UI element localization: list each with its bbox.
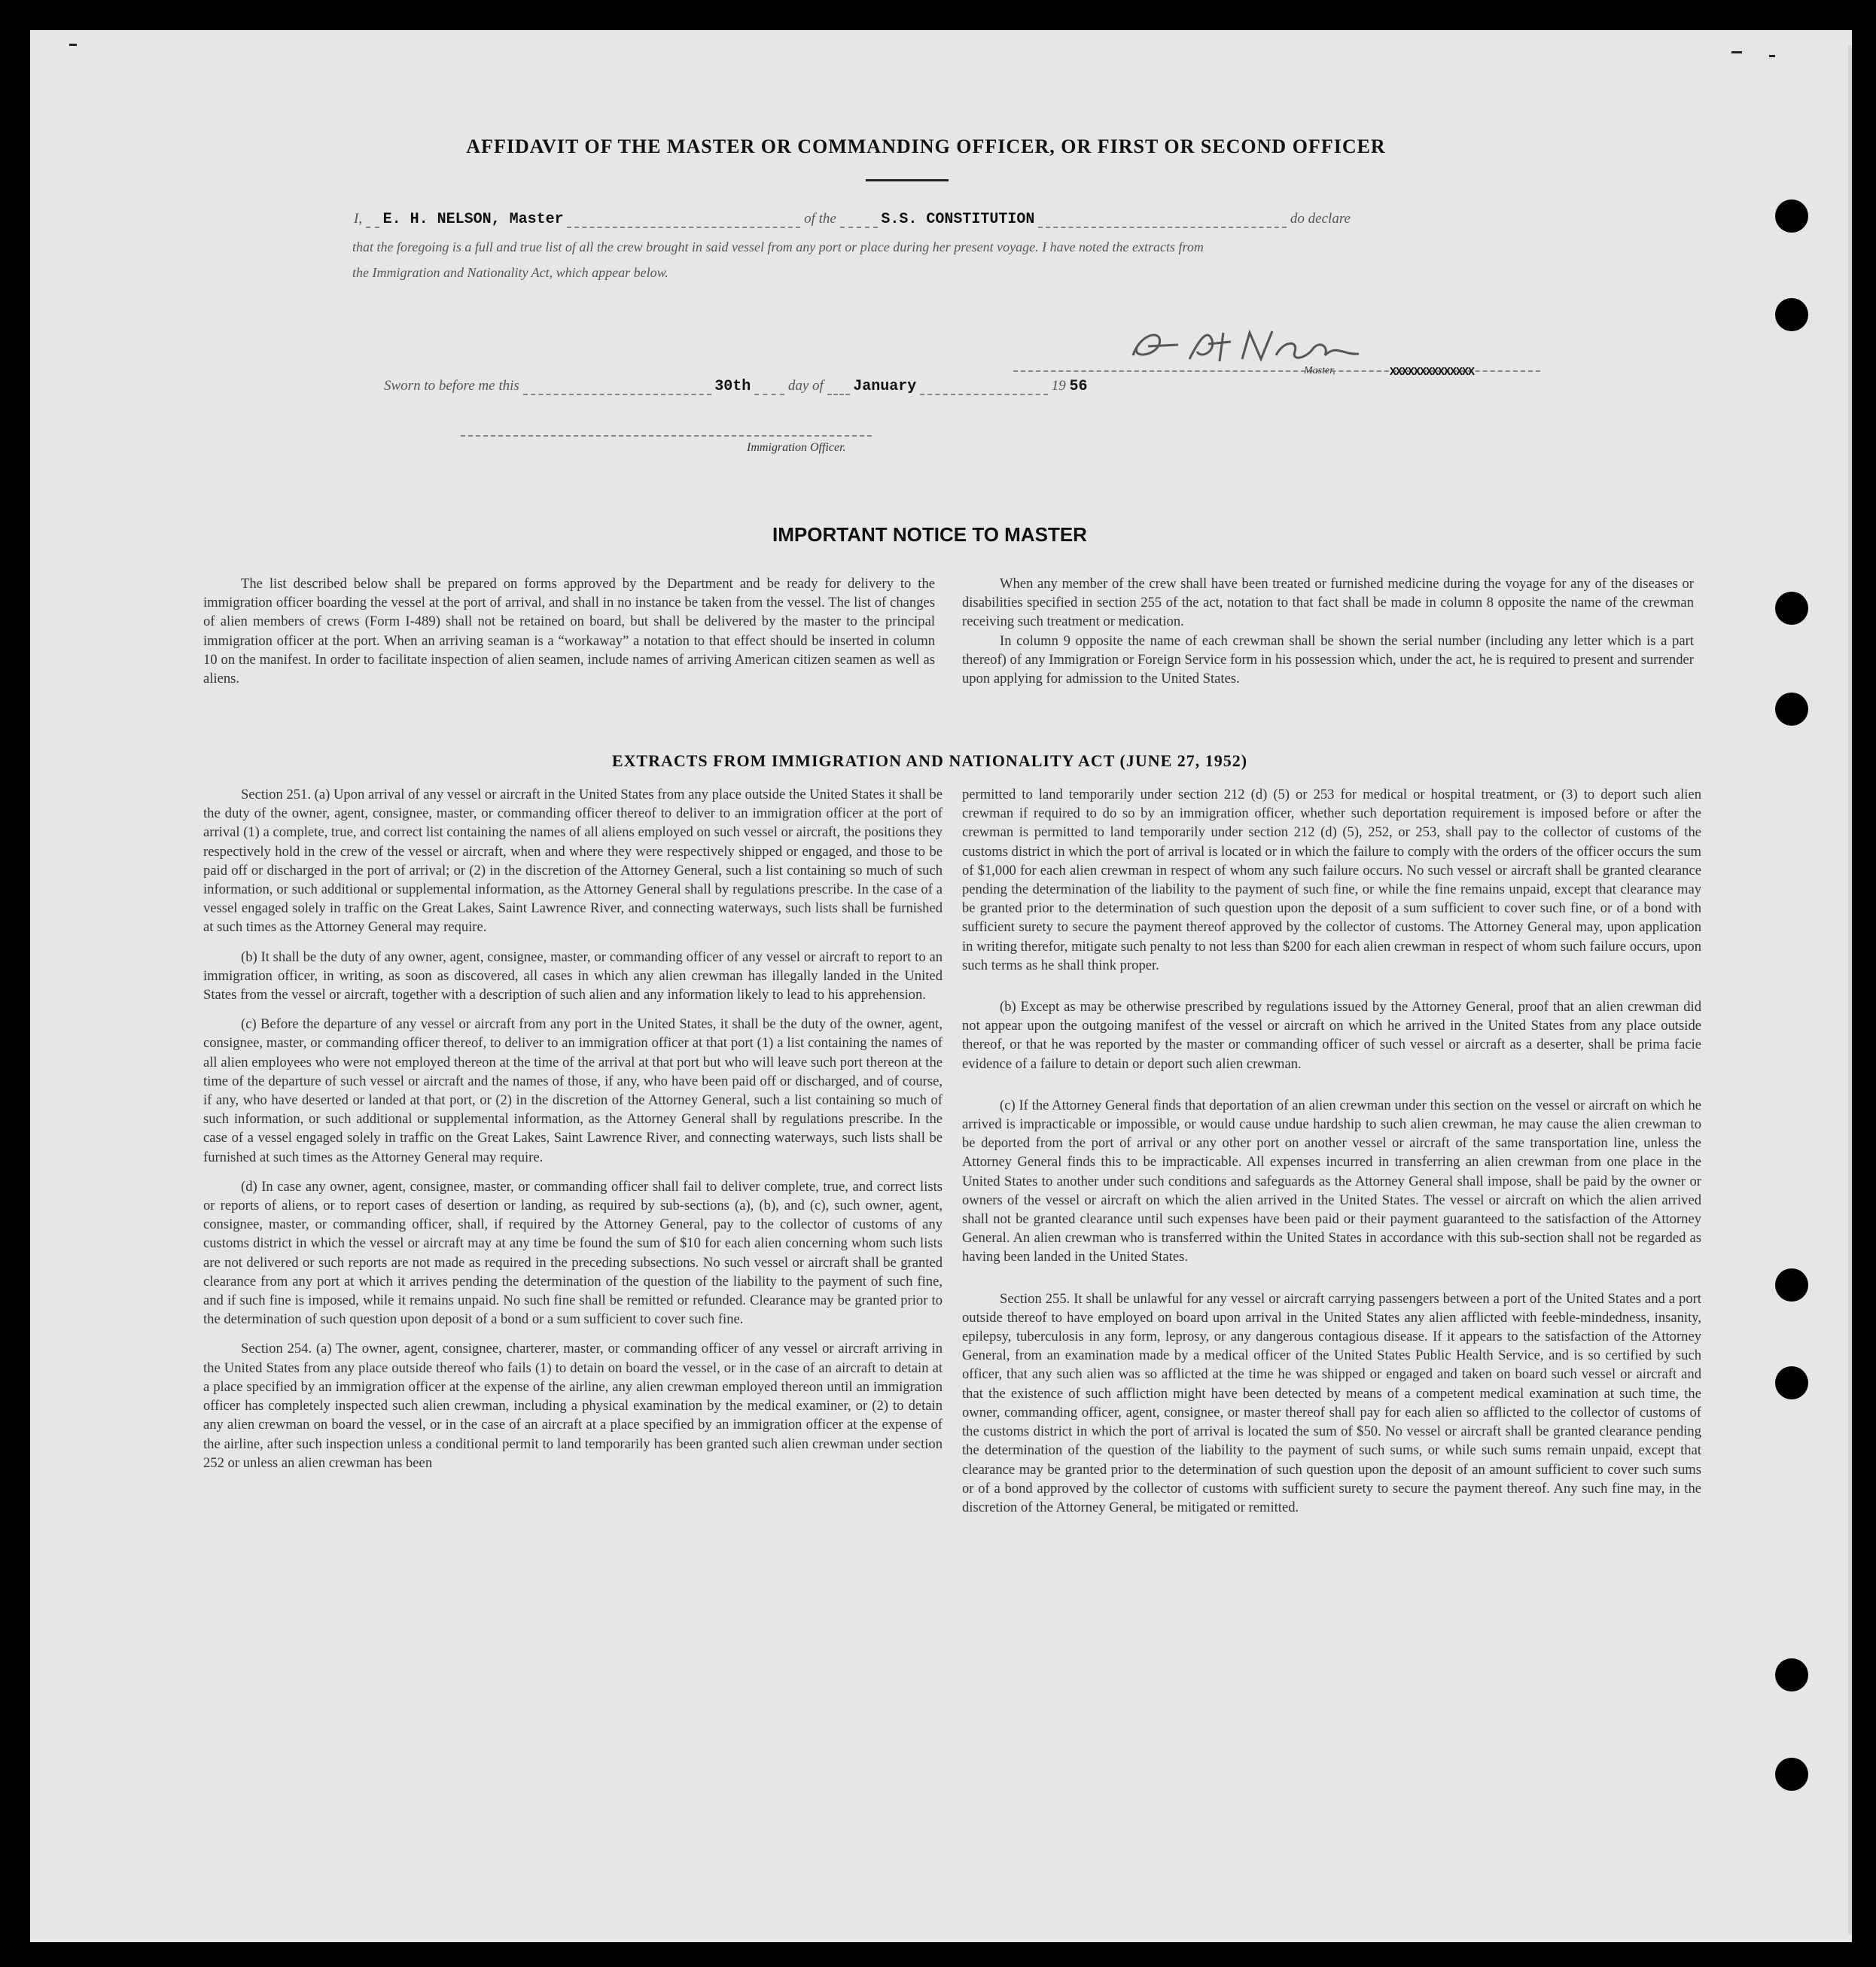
- binder-hole: [1775, 693, 1808, 726]
- vessel-name: S.S. CONSTITUTION: [881, 211, 1035, 228]
- declare-label: do declare: [1290, 211, 1351, 227]
- fill-dots: [523, 380, 711, 395]
- extract-section-254c: (c) If the Attorney General finds that deportation of an alien crewman under this section on the vessel or aircraft on which he arrived is impracticable or impossible, or would cause undue hardship to such alien crewman, he may cause the alien crewman to be deported from the port of arrival or any other port on another vessel or aircraft of the same transportation line, unless the Attorney General finds this to be impracticable. All expenses incurred in transferring an alien crewman from one place in the United States to another under such conditions and safeguards as the Attorney General shall impose, shall be paid by the owner or owners of the vessel or aircraft on which the alien arrived in the United States. The vessel or aircraft on which the alien arrived shall not be granted clearance until such expenses have been paid or their payment guaranteed to the satisfaction of the Attorney General. An alien crewman who is transferred within the United States in accordance with this sub-section shall not be regarded as having been landed in the United States.: [962, 1097, 1701, 1265]
- corner-mark: [1769, 55, 1775, 57]
- fill-dots: [827, 380, 850, 395]
- extract-section-254a-cont: permitted to land temporarily under section 212 (d) (5) or 253 for medical or hospital treatment, or (3) to deport such alien crewman if required to do so by an immigration officer, whether such deportation requirement is imposed before or after the crewman is permitted to land temporarily under section 212 (d) (5), 252, or 253, shall pay to the collector of customs of the customs district in which the port of arrival is located or in which the failure to comply with the orders of the officer occurs the sum of $1,000 for each alien crewman in respect of whom any such failure occurs. No such vessel or aircraft shall be granted clearance pending the determination of the liability to the payment of such fine, or while the fine remains unpaid, except that clearance may be granted prior to the determination of such question upon the deposit of a sum sufficient to cover such fine, or of a bond with sufficient surety to secure the payment thereof approved by the collector of customs. The Attorney General may, upon application in writing therefor, mitigate such penalty to not less than $200 for each alien crewman in respect of whom such failure occurs, upon such terms as he shall think proper.: [962, 787, 1701, 973]
- binder-hole: [1775, 1268, 1808, 1302]
- fill-dots: [1038, 213, 1287, 228]
- sworn-day: 30th: [714, 378, 751, 395]
- extracts-title: EXTRACTS FROM IMMIGRATION AND NATIONALITY ACT (JUNE 27, 1952): [611, 751, 1248, 770]
- fill-dots: [920, 380, 1048, 395]
- notice-right-paragraph-2: In column 9 opposite the name of each crewman shall be shown the serial number (including any letter which is a part thereof) of any Immigration or Foreign Service form in his possession which, under the act, he is required to present and surrender upon applying for admission to the United States.: [962, 632, 1694, 687]
- document-page: [30, 30, 1852, 1942]
- sworn-line: [384, 378, 1088, 395]
- binder-hole: [1775, 298, 1808, 331]
- statement-line-1: that the foregoing is a full and true list of all the crew brought in said vessel from any port or place during her present voyage. I have noted the extracts from: [352, 239, 1204, 254]
- extract-section-251b: (b) It shall be the duty of any owner, agent, consignee, master, or commanding officer of any vessel or aircraft to report to an immigration officer, in writing, as soon as discovered, all cases in which any alien crewman has illegally landed in the United States from the vessel or aircraft, together with a description of such alien and any information likely to lead to his apprehension.: [203, 948, 943, 1003]
- notice-right-column: [962, 574, 1694, 699]
- fill-dots: [461, 422, 872, 437]
- statement-line-2: the Immigration and Nationality Act, which appear below.: [352, 265, 668, 280]
- extract-section-251a: Section 251. (a) Upon arrival of any vessel or aircraft in the United States from any place outside the United States it shall be the duty of the owner, agent, consignee, master, or commanding officer thereof to deliver to an immigration officer at the port of arrival (1) a complete, true, and correct list containing the names of all aliens employed on such vessel or aircraft, the positions they respectively hold in the crew of the vessel or aircraft, when and where they were respectively shipped or engaged, and those to be paid off or discharged in the port of arrival; or (2) in the discretion of the Attorney General, such a list containing so much of such information, or such additional or supplemental information, as the Attorney General shall by regulations prescribe. In the case of a vessel engaged solely in traffic on the Great Lakes, Saint Lawrence River, and connecting waterways, such lists shall be furnished at such times as the Attorney General may require.: [203, 787, 943, 936]
- affidavit-title: AFFIDAVIT OF THE MASTER OR COMMANDING OFFICER, OR FIRST OR SECOND OFFICER: [466, 135, 1386, 157]
- sworn-label: Sworn to before me this: [384, 378, 519, 394]
- extract-section-254b: (b) Except as may be otherwise prescribed by regulations issued by the Attorney General, proof that an alien crewman did not appear upon the outgoing manifest of the vessel or aircraft on which he arrived in the United States from any place outside thereof, or that he was reported by the master or commanding officer of such vessel or aircraft as a deserter, shall be prima facie evidence of a failure to detain or deport such alien crewman.: [962, 999, 1701, 1072]
- page-edge-shadow: [1848, 45, 1852, 1935]
- extracts-right-column: [962, 785, 1701, 1527]
- master-label: Master,: [1304, 365, 1335, 376]
- extract-section-251d: (d) In case any owner, agent, consignee, master, or commanding officer shall fail to deliver complete, true, and correct lists or reports of aliens, or to report cases of desertion or landing, as required by sub-sections (a), (b), and (c), such owner, agent, consignee, master, or commanding officer, shall, if required by the Attorney General, pay to the collector of customs of any customs district in which the vessel or aircraft may at any time be found the sum of $10 for each alien concerning whom such lists are not delivered or such reports are not made as required in the preceding subsections. No such vessel or aircraft shall be granted clearance from any port at which it arrives pending the determination of the question of the liability to the payment of such fine, and if such fine is imposed, while it remains unpaid. No such fine shall be remitted or refunded. Clearance may be granted prior to the determination of such question upon deposit of a bond or a sum sufficient to cover such fine.: [203, 1178, 943, 1328]
- officer-signature-line: [461, 420, 872, 437]
- master-name: E. H. NELSON, Master: [382, 211, 564, 228]
- affidavit-prefix: I,: [354, 211, 363, 227]
- extract-section-251c: (c) Before the departure of any vessel or aircraft from any port in the United States, it shall be the duty of the owner, agent, consignee, master, or commanding officer thereof, to deliver to an immigration officer at that port (1) a list containing the names of all alien employees who were not employed thereon at the time of the arrival at that port but who will leave such port thereon at the time of the departure of such vessel or aircraft and the names of those, if any, who have been paid off or discharged, and of course, if any, who have deserted or landed at that port, or (2) in the discretion of the Attorney General, such a list containing so much of such information, or such additional or supplemental information, as the Attorney General shall by regulations prescribe. In the case of a vessel engaged solely in traffic on the Great Lakes, Saint Lawrence River, and connecting waterways, such lists shall be furnished at such times as the Attorney General may require.: [203, 1016, 943, 1165]
- affidavit-line-1: [354, 211, 1351, 228]
- title-rule: [866, 179, 949, 181]
- redacted-title: XXXXXXXXXXXXXX: [1390, 366, 1475, 379]
- notice-left-column: [203, 574, 935, 699]
- corner-mark: [1731, 51, 1742, 53]
- fill-dots: [840, 213, 878, 228]
- sworn-year: 56: [1069, 378, 1088, 395]
- fill-dots: [366, 213, 379, 228]
- binder-hole: [1775, 1366, 1808, 1399]
- corner-mark: [69, 44, 77, 46]
- extracts-left-column: [203, 785, 943, 1483]
- fill-dots: [754, 380, 784, 395]
- sworn-month: January: [853, 378, 917, 395]
- extract-section-254a: Section 254. (a) The owner, agent, consignee, charterer, master, or commanding officer of any vessel or aircraft arriving in the United States from any place outside thereof who fails (1) to detain on board the vessel, or in the case of an aircraft to detain at a place specified by an immigration officer at the expense of the airline, any alien crewman employed thereon until an immigration officer has completely inspected such alien crewman, including a physical examination by the medical examiner, or (2) to detain any alien crewman on board the vessel, or in the case of an aircraft at a place specified by an immigration officer at the expense of the airline, after such inspection unless a conditional permit to land temporarily has been granted such alien crewman under section 252 or unless an alien crewman has been: [203, 1341, 943, 1471]
- year-prefix: 19: [1051, 378, 1066, 394]
- binder-hole: [1775, 592, 1808, 625]
- fill-dots: [567, 213, 800, 228]
- notice-title: IMPORTANT NOTICE TO MASTER: [772, 523, 1087, 546]
- binder-hole: [1775, 199, 1808, 233]
- officer-label: Immigration Officer.: [747, 441, 846, 454]
- of-the-label: of the: [804, 211, 836, 227]
- notice-right-paragraph-1: When any member of the crew shall have been treated or furnished medicine during the voyage for any of the diseases or disabilities specified in section 255 of the act, notation to that fact shall be made in column 8 opposite the name of the crewman receiving such treatment or medication.: [962, 576, 1694, 630]
- binder-hole: [1775, 1758, 1808, 1791]
- extract-section-255: Section 255. It shall be unlawful for any vessel or aircraft carrying passengers between a port of the United States and a port outside thereof to have employed on board upon arrival in the United States any alien afflicted with feeble-mindedness, insanity, epilepsy, tuberculosis in any form, leprosy, or any dangerous contagious disease. If it appears to the satisfaction of the Attorney General, from an examination made by a medical officer of the United States Public Health Service, and is so certified by such officer, that any such alien was so afflicted at the time he was shipped or engaged and taken on board such vessel or aircraft and that the existence of such affliction might have been detected by means of a competent medical examination at such time, the owner, commanding officer, agent, consignee, or master thereof shall pay for each alien so afflicted to the collector of customs of the customs district in which the port of arrival is located the sum of $50. No vessel or aircraft shall be granted clearance pending the determination of the question of the liability to the payment of such sums, or while such sums remain unpaid, except that clearance may be granted prior to the determination of such question upon the deposit of an amount sufficient to cover such sums or of a bond approved by the collector of customs with sufficient surety to secure the payment thereof. Any such fine may, in the discretion of the Attorney General, be mitigated or remitted.: [962, 1290, 1701, 1515]
- notice-left-paragraph: The list described below shall be prepared on forms approved by the Department and be ready for delivery to the immigration officer boarding the vessel at the port of arrival, and shall in no instance be taken from the vessel. The list of changes of alien members of crews (Form I-489) shall not be retained on board, but shall be delivered by the master to the principal immigration officer at the port. When an arriving seaman is a “workaway” a notation to that effect should be inserted in column 10 on the manifest. In order to facilitate inspection of alien seamen, include names of arriving American citizen seamen as well as aliens.: [203, 576, 935, 687]
- day-of-label: day of: [787, 378, 824, 394]
- binder-hole: [1775, 1658, 1808, 1691]
